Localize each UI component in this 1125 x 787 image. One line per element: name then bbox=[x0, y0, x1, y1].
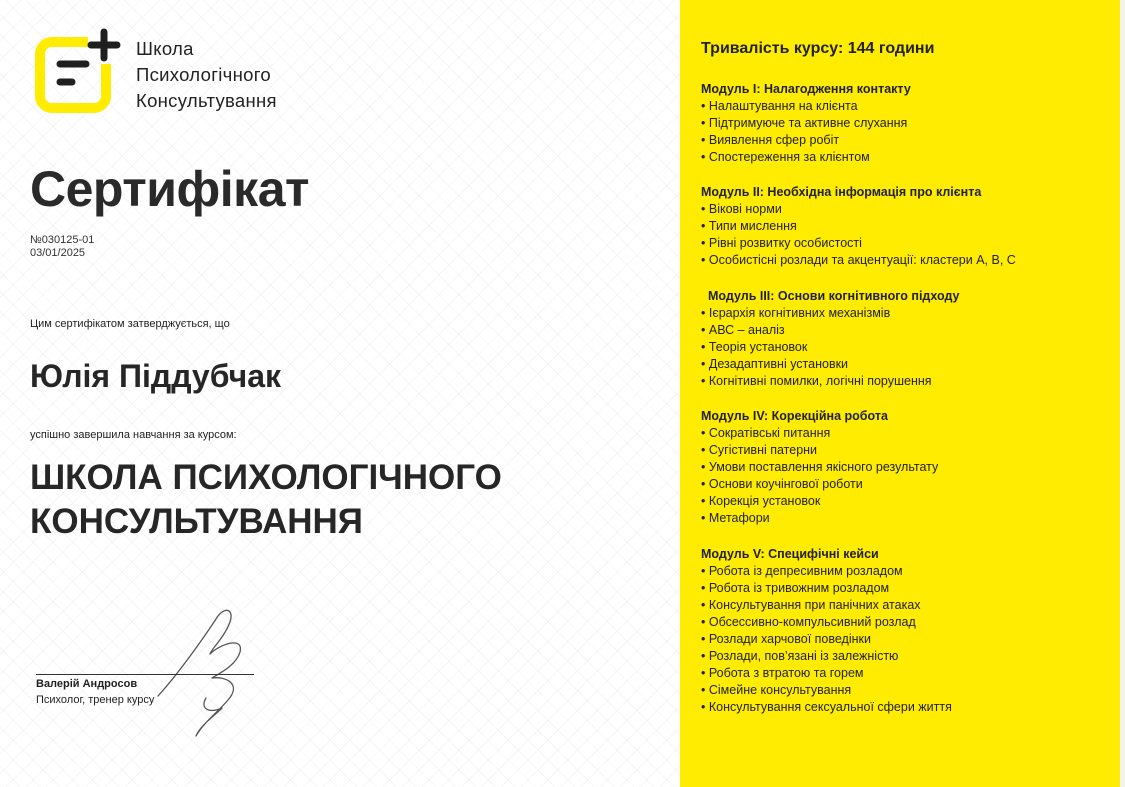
module-item: • Сократівські питання bbox=[701, 425, 938, 442]
logo-wordmark bbox=[136, 36, 277, 114]
module-2 bbox=[701, 184, 1016, 269]
signature-line bbox=[36, 674, 254, 675]
module-title: Модуль IV: Корекційна робота bbox=[701, 409, 888, 423]
certificate-title: Сертифікат bbox=[30, 161, 309, 217]
course-duration: Тривалість курсу: 144 години bbox=[701, 40, 935, 57]
handwritten-signature bbox=[148, 604, 258, 750]
module-item: • Когнітивні помилки, логічні порушення bbox=[701, 373, 960, 390]
logo-line-3: Консультування bbox=[136, 90, 277, 111]
module-4 bbox=[701, 408, 938, 527]
module-item: • Корекція установок bbox=[701, 493, 938, 510]
certificate-number: №030125-01 bbox=[30, 234, 95, 246]
course-name bbox=[30, 456, 502, 544]
recipient-name: Юлія Піддубчак bbox=[30, 358, 282, 394]
module-item: • Виявлення сфер робіт bbox=[701, 132, 911, 149]
module-item: • Сімейне консультування bbox=[701, 682, 952, 699]
module-item: • Ієрархія когнітивних механізмів bbox=[701, 305, 960, 322]
module-item: • Умови поставлення якісного результату bbox=[701, 459, 938, 476]
module-title: Модуль V: Специфічні кейси bbox=[701, 547, 879, 561]
module-item: • Консультування при панічних атаках bbox=[701, 597, 952, 614]
certificate-meta bbox=[30, 234, 94, 260]
module-item: • Консультування сексуальної сфери життя bbox=[701, 699, 952, 716]
logo-line-1: Школа bbox=[136, 38, 194, 59]
page-edge bbox=[1120, 0, 1125, 787]
module-item: • Спостереження за клієнтом bbox=[701, 149, 911, 166]
course-name-line-2: КОНСУЛЬТУВАННЯ bbox=[30, 502, 363, 541]
module-title: Модуль I: Налагодження контакту bbox=[701, 82, 911, 96]
module-item: • Обсессивно-компульсивний розлад bbox=[701, 614, 952, 631]
module-3 bbox=[701, 288, 960, 390]
module-item: • Налаштування на клієнта bbox=[701, 98, 911, 115]
module-item: • Робота із депресивним розладом bbox=[701, 563, 952, 580]
module-title: Модуль II: Необхідна інформація про клієнта bbox=[701, 185, 982, 199]
module-item: • Типи мислення bbox=[701, 218, 1016, 235]
module-item: • Робота із тривожним розладом bbox=[701, 580, 952, 597]
school-logo-icon bbox=[34, 28, 134, 116]
module-item: • Робота з втратою та горем bbox=[701, 665, 952, 682]
module-item: • Теорія установок bbox=[701, 339, 960, 356]
module-title: Модуль III: Основи когнітивного підходу bbox=[708, 289, 960, 303]
module-item: • Підтримуюче та активне слухання bbox=[701, 115, 911, 132]
module-5 bbox=[701, 546, 952, 716]
logo-line-2: Психологічного bbox=[136, 64, 271, 85]
module-item: • Дезадаптивні установки bbox=[701, 356, 960, 373]
signer-name: Валерій Андросов bbox=[36, 678, 138, 690]
module-1 bbox=[701, 81, 911, 166]
course-name-line-1: ШКОЛА ПСИХОЛОГІЧНОГО bbox=[30, 458, 502, 497]
module-item: • АВС – аналіз bbox=[701, 322, 960, 339]
module-item: • Розлади харчової поведінки bbox=[701, 631, 952, 648]
module-item: • Особистісні розлади та акцентуації: кластери А, В, С bbox=[701, 252, 1016, 269]
module-item: • Вікові норми bbox=[701, 201, 1016, 218]
module-item: • Розлади, пов’язані із залежністю bbox=[701, 648, 952, 665]
module-item: • Рівні розвитку особистості bbox=[701, 235, 1016, 252]
signer-role: Психолог, тренер курсу bbox=[36, 694, 155, 706]
module-item: • Сугістивні патерни bbox=[701, 442, 938, 459]
module-item: • Метафори bbox=[701, 510, 938, 527]
confirm-text: Цим сертифікатом затверджується, що bbox=[30, 318, 230, 330]
certificate-date: 03/01/2025 bbox=[30, 247, 86, 259]
module-item: • Основи коучінгової роботи bbox=[701, 476, 938, 493]
completed-text: успішно завершила навчання за курсом: bbox=[30, 429, 237, 441]
